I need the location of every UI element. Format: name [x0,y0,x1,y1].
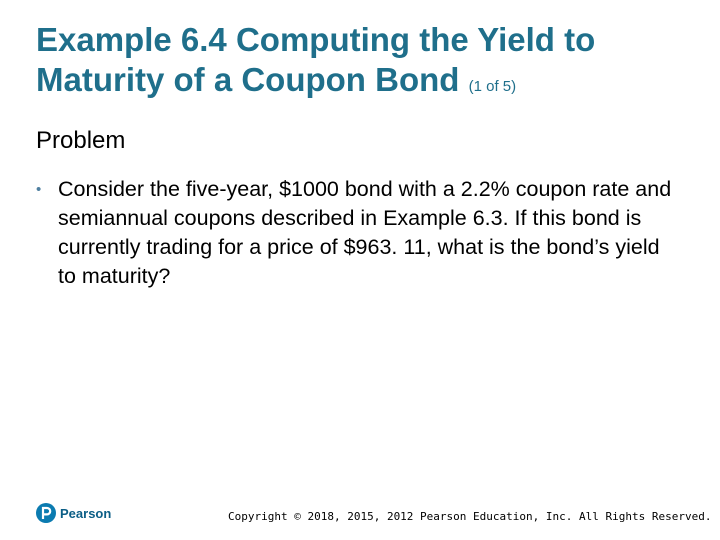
pearson-logo-icon [36,503,56,523]
copyright-notice: Copyright © 2018, 2015, 2012 Pearson Education, Inc. All Rights Reserved. [228,510,712,523]
pearson-logo [36,502,111,524]
section-heading: Problem [36,127,126,154]
slide-title-suffix: (1 of 5) [468,78,517,95]
bullet-list [36,175,676,291]
slide-title-main: Example 6.4 Computing the Yield to Maturity of a Coupon Bond [36,21,596,98]
slide-title [36,20,696,107]
bullet-text: Consider the five-year, $1000 bond with a 2.2% coupon rate and semiannual coupons described in Example 6.3. If this bond is currently trading for a price of $963. 11, what is the bond’s yield to maturity? [58,177,672,288]
bullet-icon: • [36,181,42,198]
list-item [36,175,676,291]
logo-text: Pearson [60,505,112,521]
